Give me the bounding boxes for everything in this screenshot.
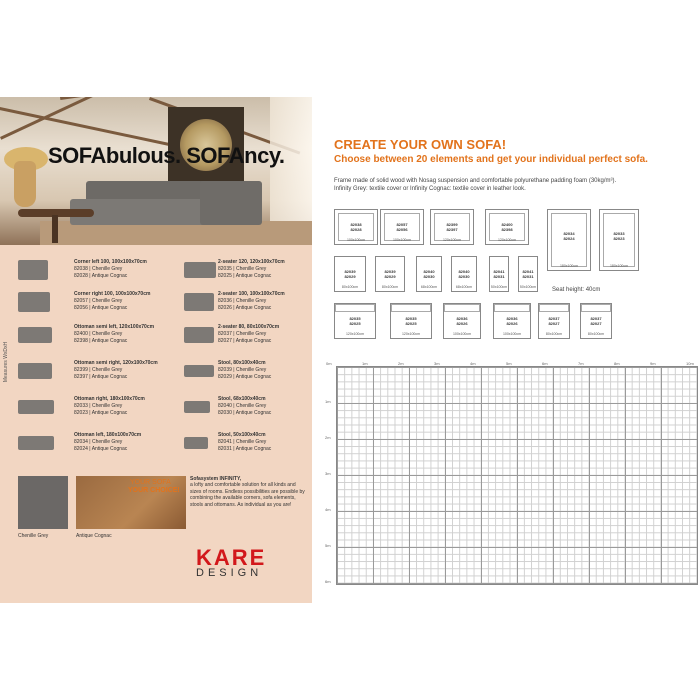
measures-label: Measures WxDxH (3, 341, 10, 383)
swatch-grey-label: Chenille Grey (18, 533, 49, 539)
element-code-grey: 82035 (349, 315, 361, 321)
product-text (218, 396, 271, 417)
product-code-grey: 82038 | Chenille Grey (74, 266, 123, 272)
product-title: Ottoman semi left, 120x100x70cm (74, 324, 155, 330)
element-size: 100x100cm (502, 332, 522, 336)
product-thumbnail (184, 327, 214, 343)
element-size: 68x100cm (420, 285, 438, 289)
element-size: 80x100cm (545, 332, 563, 336)
element-code-grey: 82039 (384, 268, 396, 274)
element-code-cognac: 82029 (344, 273, 356, 279)
element-code-cognac: 82030 (423, 273, 435, 279)
sofa-element (599, 209, 639, 271)
sofa-element (547, 209, 591, 271)
element-codes (581, 316, 611, 326)
element-code-cognac: 82024 (563, 236, 575, 241)
element-size: 50x100cm (490, 285, 508, 289)
product-thumbnail (184, 293, 214, 311)
element-code-cognac: 82056 (396, 226, 408, 232)
product-item (18, 258, 158, 288)
element-code-cognac: 82025 (349, 320, 361, 326)
product-item (18, 323, 158, 353)
product-text (74, 291, 150, 312)
product-thumbnail (18, 327, 52, 343)
element-code-cognac: 82023 (613, 236, 625, 241)
product-thumbnail (184, 262, 216, 278)
element-code-cognac: 82027 (590, 320, 602, 326)
element-codes (600, 231, 638, 241)
seat-height-label: Seat height: 40cm (552, 287, 601, 293)
grid-y-label: 2m (325, 435, 331, 440)
element-code-cognac: 82026 (456, 320, 468, 326)
grid-x-label: 2m (398, 361, 404, 366)
element-code-cognac: 82031 (522, 273, 534, 279)
product-code-cognac: 82031 | Antique Cognac (218, 446, 272, 452)
element-codes (539, 316, 569, 326)
product-text (218, 432, 271, 453)
grid-y-label: 6m (325, 579, 331, 584)
product-text (74, 432, 141, 453)
element-codes (376, 269, 404, 279)
product-item (184, 258, 312, 288)
catalog-left-page (0, 97, 312, 603)
product-code-cognac: 82028 | Antique Cognac (74, 273, 128, 279)
element-backrest (444, 304, 480, 312)
product-text (74, 259, 147, 280)
grid-y-label: 4m (325, 507, 331, 512)
element-code-grey: 82037 (590, 315, 602, 321)
product-item (184, 290, 312, 320)
your-choice-text: YOUR CHOICE! (128, 487, 180, 494)
grid-x-label: 6m (542, 361, 548, 366)
element-code-cognac: 82397 (446, 226, 458, 232)
product-code-cognac: 82027 | Antique Cognac (218, 338, 272, 344)
element-backrest (335, 304, 375, 312)
grid-x-label: 9m (650, 361, 656, 366)
product-code-cognac: 82398 | Antique Cognac (74, 338, 128, 344)
product-code-cognac: 82025 | Antique Cognac (218, 273, 272, 279)
element-code-cognac: 82027 (548, 320, 560, 326)
product-title: 2-seater 120, 120x100x70cm (218, 259, 285, 265)
product-item (18, 359, 158, 389)
element-code-grey: 82057 (396, 221, 408, 227)
sofasystem-description (190, 476, 305, 508)
grid-y-label: 5m (325, 543, 331, 548)
element-codes (490, 269, 508, 279)
element-codes (335, 269, 365, 279)
sofasystem-title: Sofasystem INFINITY, (190, 476, 242, 482)
grid-x-label: 3m (434, 361, 440, 366)
element-backrest (391, 304, 431, 312)
element-backrest (539, 304, 569, 312)
element-code-grey: 82040 (423, 268, 435, 274)
element-code-cognac: 82029 (384, 273, 396, 279)
element-size: 180x100cm (559, 264, 579, 268)
product-item (184, 395, 312, 425)
product-title: Ottoman semi right, 120x100x70cm (74, 360, 158, 366)
page-subtitle: Choose between 20 elements and get your individual perfect sofa. (334, 154, 648, 165)
product-code-grey: 82041 | Chenille Grey (218, 439, 267, 445)
product-thumbnail (18, 292, 50, 312)
element-code-grey: 82041 (493, 268, 505, 274)
element-backrest (494, 304, 530, 312)
product-thumbnail (18, 260, 48, 280)
element-codes (381, 222, 423, 232)
product-title: Ottoman left, 180x100x70cm (74, 432, 142, 438)
element-codes (417, 269, 441, 279)
element-codes (486, 222, 528, 232)
product-thumbnail (184, 365, 214, 377)
product-text (218, 360, 271, 381)
product-title: 2-seater 80, 80x100x70cm (218, 324, 280, 330)
grid-x-label: 0m (326, 361, 332, 366)
product-title: 2-seater 100, 100x100x70cm (218, 291, 285, 297)
grid-x-label: 4m (470, 361, 476, 366)
element-size: 120x100cm (345, 332, 365, 336)
product-item (18, 290, 158, 320)
grid-y-label: 1m (325, 399, 331, 404)
description-line-2: Infinity Grey: textile cover or Infinity Cognac: textile cover in leather look. (334, 186, 526, 192)
product-item (184, 431, 312, 461)
product-title: Stool, 68x100x40cm (218, 396, 266, 402)
product-code-cognac: 82023 | Antique Cognac (74, 410, 128, 416)
element-size: 120x100cm (497, 238, 517, 242)
product-item (18, 431, 158, 461)
element-code-grey: 82038 (350, 221, 362, 227)
element-codes (335, 316, 375, 326)
element-size: 180x100cm (609, 264, 629, 268)
element-code-cognac: 82398 (501, 226, 513, 232)
element-code-cognac: 82031 (493, 273, 505, 279)
product-code-cognac: 82030 | Antique Cognac (218, 410, 272, 416)
element-size: 120x100cm (442, 238, 462, 242)
element-code-cognac: 82025 (405, 320, 417, 326)
product-title: Stool, 80x100x40cm (218, 360, 266, 366)
living-room-photo (0, 97, 312, 245)
element-code-cognac: 82028 (350, 226, 362, 232)
element-size: 120x100cm (401, 332, 421, 336)
element-codes (444, 316, 480, 326)
element-size: 100x100cm (392, 238, 412, 242)
element-codes (494, 316, 530, 326)
your-sofa-text: YOUR SOFA (130, 479, 171, 486)
product-text (74, 396, 145, 417)
headline (48, 143, 285, 169)
product-text (218, 324, 279, 345)
swatch-chenille-grey (18, 476, 68, 529)
grid-x-label: 5m (506, 361, 512, 366)
element-size: 80x100cm (381, 285, 399, 289)
product-thumbnail (184, 401, 210, 413)
product-code-grey: 82399 | Chenille Grey (74, 367, 123, 373)
grid-x-label: 8m (614, 361, 620, 366)
element-codes (519, 269, 537, 279)
element-code-grey: 82400 (501, 221, 513, 227)
product-code-grey: 82040 | Chenille Grey (218, 403, 267, 409)
description-line-1: Frame made of solid wood with Nosag suspension and comfortable polyurethane padding foam (30kg/m³). (334, 178, 617, 184)
product-code-grey: 82057 | Chenille Grey (74, 298, 123, 304)
element-code-grey: 82036 (456, 315, 468, 321)
element-code-grey: 82041 (522, 268, 534, 274)
product-code-cognac: 82024 | Antique Cognac (74, 446, 128, 452)
element-code-grey: 82035 (405, 315, 417, 321)
element-size: 100x100cm (452, 332, 472, 336)
product-item (184, 359, 312, 389)
element-codes (548, 231, 590, 241)
product-code-cognac: 82029 | Antique Cognac (218, 374, 272, 380)
grid-x-label: 10m (686, 361, 694, 366)
grid-x-label: 7m (578, 361, 584, 366)
product-thumbnail (18, 436, 54, 450)
product-item (18, 395, 158, 425)
product-text (74, 324, 154, 345)
brand-logo-kare: KARE (196, 545, 267, 570)
element-code-grey: 82034 (563, 231, 575, 236)
product-thumbnail (184, 437, 208, 449)
element-codes (452, 269, 476, 279)
product-title: Stool, 50x100x40cm (218, 432, 266, 438)
product-thumbnail (18, 400, 54, 414)
product-code-grey: 82400 | Chenille Grey (74, 331, 123, 337)
element-code-cognac: 82030 (458, 273, 470, 279)
grid-y-label: 3m (325, 471, 331, 476)
element-codes (431, 222, 473, 232)
element-code-grey: 82039 (344, 268, 356, 274)
product-code-grey: 82039 | Chenille Grey (218, 367, 267, 373)
product-title: Corner left 100, 100x100x70cm (74, 259, 147, 265)
element-backrest (581, 304, 611, 312)
product-code-cognac: 82397 | Antique Cognac (74, 374, 128, 380)
element-size: 80x100cm (341, 285, 359, 289)
element-size: 100x100cm (346, 238, 366, 242)
product-title: Corner right 100, 100x100x70cm (74, 291, 151, 297)
sofa-chaise (200, 181, 262, 225)
element-codes (335, 222, 377, 232)
element-code-grey: 82037 (548, 315, 560, 321)
product-text (218, 291, 285, 312)
product-code-grey: 82036 | Chenille Grey (218, 298, 267, 304)
element-code-grey: 82036 (506, 315, 518, 321)
planning-grid (336, 366, 698, 585)
element-size: 50x100cm (519, 285, 537, 289)
product-code-grey: 82035 | Chenille Grey (218, 266, 267, 272)
product-code-grey: 82033 | Chenille Grey (74, 403, 123, 409)
element-codes (391, 316, 431, 326)
element-size: 80x100cm (587, 332, 605, 336)
element-code-grey: 82040 (458, 268, 470, 274)
product-code-grey: 82037 | Chenille Grey (218, 331, 267, 337)
product-item (184, 323, 312, 353)
vase (14, 161, 36, 207)
side-table-leg (52, 215, 58, 243)
element-size: 68x100cm (455, 285, 473, 289)
headline-part1: SOFAbulous. (48, 143, 181, 168)
brand-logo-design: DESIGN (196, 567, 263, 579)
product-thumbnail (18, 363, 52, 379)
headline-part2: SOFAncy. (186, 143, 285, 168)
product-code-grey: 82034 | Chenille Grey (74, 439, 123, 445)
product-text (218, 259, 285, 280)
sofasystem-text: a lofty and comfortable solution for all kinds and sizes of rooms. Endless possibilities are possible by combining the available corners, sofa elements, stools and ottomans. As individual as you are! (190, 482, 305, 508)
product-code-cognac: 82056 | Antique Cognac (74, 305, 128, 311)
product-code-cognac: 82026 | Antique Cognac (218, 305, 272, 311)
swatch-cognac-label: Antique Cognac (76, 533, 112, 539)
element-code-grey: 82033 (613, 231, 625, 236)
grid-x-label: 1m (362, 361, 368, 366)
product-title: Ottoman right, 180x100x70cm (74, 396, 145, 402)
element-code-cognac: 82026 (506, 320, 518, 326)
element-code-grey: 82399 (446, 221, 458, 227)
page-title: CREATE YOUR OWN SOFA! (334, 137, 507, 152)
product-text (74, 360, 158, 381)
